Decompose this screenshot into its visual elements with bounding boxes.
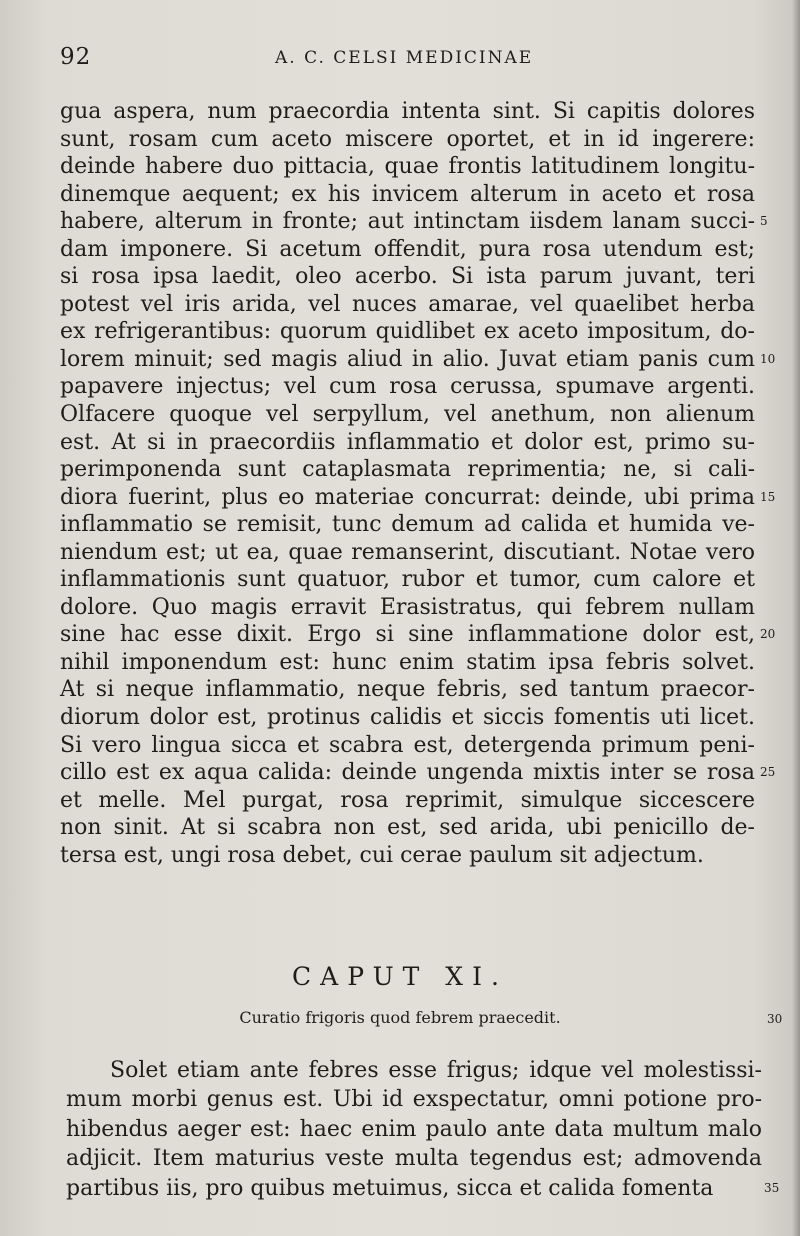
text-line <box>60 759 776 787</box>
margin-line-number: 15 <box>760 489 776 504</box>
text-line <box>60 318 755 346</box>
text-line <box>60 456 755 484</box>
text-line <box>60 208 768 236</box>
text-line <box>60 153 755 181</box>
page-header <box>60 44 760 74</box>
text-line <box>66 1085 762 1114</box>
page-number: 92 <box>60 44 92 70</box>
text-line <box>60 401 755 429</box>
line-text: Olfacere quoque vel serpyllum, vel anethum, non alienum <box>60 402 755 428</box>
line-text: Solet etiam ante febres esse frigus; idque vel molestissi- <box>110 1058 762 1083</box>
line-text: non sinit. At si scabra non est, sed arida, ubi penicillo de- <box>60 815 755 841</box>
line-text: sine hac esse dixit. Ergo si sine inflammatione dolor est, <box>60 622 755 648</box>
line-text: diora fuerint, plus eo materiae concurrat: deinde, ubi prima <box>60 484 755 510</box>
paragraph-1 <box>60 98 776 869</box>
margin-line-number: 20 <box>760 627 776 642</box>
text-line <box>60 704 755 732</box>
text-line <box>60 98 755 126</box>
text-line <box>60 787 755 815</box>
line-text: perimponenda sunt cataplasmata reprimentia; ne, si cali- <box>60 457 755 483</box>
line-text: adjicit. Item maturius veste multa tegendus est; admovenda <box>66 1146 762 1172</box>
text-line <box>66 1115 762 1144</box>
chapter-heading: CAPUT XI. <box>292 962 508 991</box>
line-text: Si vero lingua sicca et scabra est, detergenda primum peni- <box>60 732 755 758</box>
line-text: partibus iis, pro quibus metuimus, sicca et calida fomenta <box>66 1175 714 1201</box>
line-text: dam imponere. Si acetum offendit, pura rosa utendum est; <box>60 236 755 262</box>
line-text: mum morbi genus est. Ubi id exspectatur, omni potione pro- <box>66 1087 762 1113</box>
line-text: est. At si in praecordiis inflammatio et dolor est, primo su- <box>60 429 755 455</box>
text-line <box>66 1056 762 1085</box>
line-text: deinde habere duo pittacia, quae frontis latitudinem longitu- <box>60 154 755 180</box>
line-text: niendum est; ut ea, quae remanserint, discutiant. Notae vero <box>60 539 755 565</box>
line-text: si rosa ipsa laedit, oleo acerbo. Si ista parum juvant, teri <box>60 264 755 290</box>
text-line <box>60 181 755 209</box>
text-line <box>60 594 755 622</box>
margin-line-number: 10 <box>760 351 776 366</box>
text-line <box>60 539 755 567</box>
text-line <box>60 732 755 760</box>
text-line <box>60 236 755 264</box>
margin-line-number: 25 <box>760 765 776 780</box>
line-text: potest vel iris arida, vel nuces amarae, vel quaelibet herba <box>60 291 755 317</box>
text-line <box>60 511 755 539</box>
text-line <box>66 1174 780 1203</box>
text-line <box>60 566 755 594</box>
line-text: lorem minuit; sed magis aliud in alio. Juvat etiam panis cum <box>60 346 755 372</box>
line-text: diorum dolor est, protinus calidis et siccis fomentis uti licet. <box>60 705 755 731</box>
text-line <box>60 649 755 677</box>
line-text: inflammationis sunt quatuor, rubor et tumor, cum calore et <box>60 567 755 593</box>
margin-line-number: 5 <box>760 214 768 229</box>
chapter-subtitle: Curatio frigoris quod febrem praecedit. <box>239 1008 561 1027</box>
running-title: A. C. CELSI MEDICINAE <box>275 48 534 68</box>
text-line <box>60 814 755 842</box>
text-line <box>60 346 776 374</box>
line-text: et melle. Mel purgat, rosa reprimit, simulque siccescere <box>60 787 755 813</box>
line-text: hibendus aeger est: haec enim paulo ante data multum malo <box>66 1116 762 1142</box>
text-line <box>60 621 776 649</box>
paragraph-2 <box>66 1056 780 1203</box>
line-text: sunt, rosam cum aceto miscere oportet, et in id ingerere: <box>60 126 755 152</box>
text-line <box>60 429 755 457</box>
line-text: At si neque inflammatio, neque febris, sed tantum praecor- <box>60 677 755 703</box>
text-line <box>66 1144 762 1173</box>
text-line <box>60 842 755 870</box>
line-text: tersa est, ungi rosa debet, cui cerae paulum sit adjectum. <box>60 842 704 868</box>
line-text: dolore. Quo magis erravit Erasistratus, qui febrem nullam <box>60 594 755 620</box>
page-edge-shadow <box>792 0 800 1236</box>
margin-line-number: 30 <box>767 1012 783 1026</box>
text-line <box>60 676 755 704</box>
text-line <box>60 484 776 512</box>
line-text: habere, alterum in fronte; aut intinctam iisdem lanam succi- <box>60 209 755 235</box>
margin-line-number: 35 <box>764 1180 780 1195</box>
line-text: gua aspera, num praecordia intenta sint. Si capitis dolores <box>60 99 755 124</box>
line-text: cillo est ex aqua calida: deinde ungenda mixtis inter se rosa <box>60 760 755 786</box>
line-text: papavere injectus; vel cum rosa cerussa, spumave argenti. <box>60 374 755 400</box>
text-line <box>60 126 755 154</box>
line-text: nihil imponendum est: hunc enim statim ipsa febris solvet. <box>60 649 755 675</box>
line-text: dinemque aequent; ex his invicem alterum in aceto et rosa <box>60 181 755 207</box>
text-line <box>60 291 755 319</box>
text-line <box>60 373 755 401</box>
text-line <box>60 263 755 291</box>
line-text: ex refrigerantibus: quorum quidlibet ex aceto impositum, do- <box>60 319 755 345</box>
line-text: inflammatio se remisit, tunc demum ad calida et humida ve- <box>60 512 755 538</box>
